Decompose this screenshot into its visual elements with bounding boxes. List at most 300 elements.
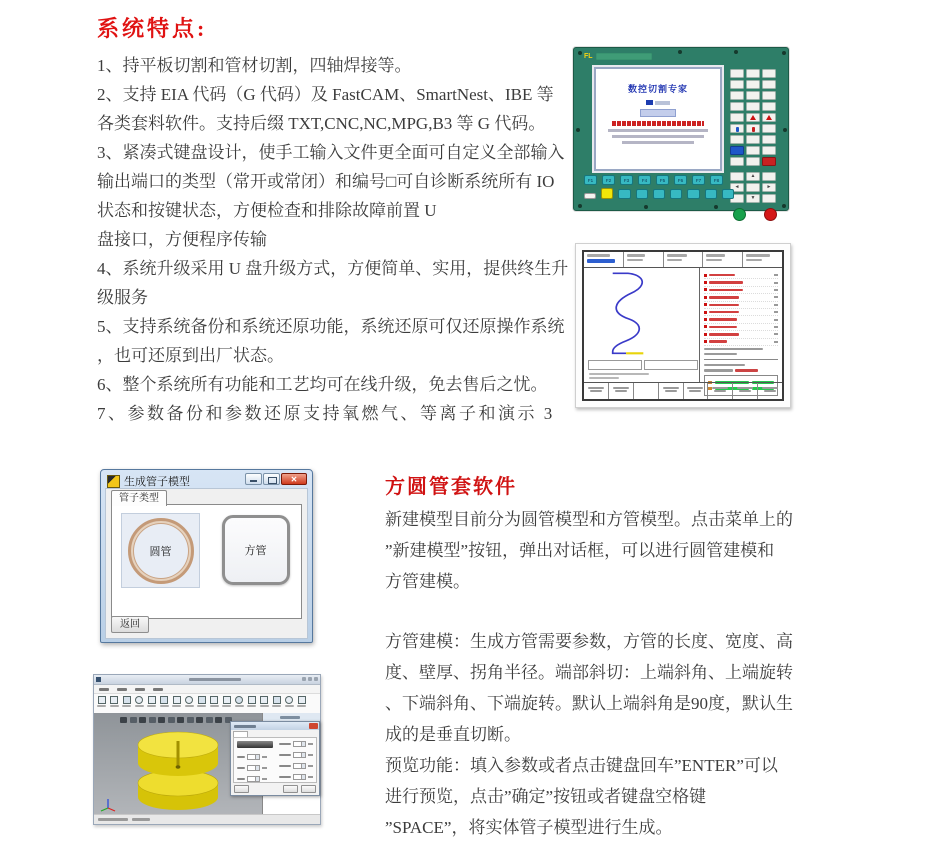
tool-caption-bar xyxy=(160,705,169,707)
keypad-row xyxy=(730,69,780,78)
ok-button[interactable] xyxy=(283,785,298,793)
function-key[interactable]: F6 xyxy=(674,175,687,185)
tool-icon xyxy=(98,696,106,704)
pipe-software-line: ”新建模型”按钮，弹出对话框，可以进行圆管建模和 xyxy=(385,541,775,560)
function-key[interactable]: F1 xyxy=(584,175,597,185)
arrow-key[interactable]: ► xyxy=(762,183,776,192)
cyan-key[interactable] xyxy=(618,189,630,199)
status-text-bar xyxy=(98,818,128,821)
screw-dot xyxy=(783,128,787,132)
tool-caption-bar xyxy=(210,705,219,707)
tool-caption-bar xyxy=(110,705,119,707)
text-bar xyxy=(704,353,737,355)
red-bullet xyxy=(704,281,707,284)
keypad-key[interactable] xyxy=(730,124,744,133)
menu-item[interactable] xyxy=(153,688,163,691)
screw-dot xyxy=(576,128,580,132)
parameter-item xyxy=(704,294,778,301)
panel-title-bar xyxy=(280,716,300,719)
tool-icon xyxy=(110,696,118,704)
text-bar xyxy=(704,364,745,366)
tab-pipe-type[interactable]: 管子类型 xyxy=(111,490,167,506)
title-text-bar xyxy=(189,678,241,681)
view-tool-icon[interactable] xyxy=(158,717,165,723)
toolbar-button[interactable] xyxy=(221,695,232,714)
keypad-key[interactable] xyxy=(762,69,776,78)
axis-triad-icon xyxy=(99,796,117,812)
keypad-key[interactable] xyxy=(762,146,776,155)
tool-caption-bar xyxy=(122,705,131,707)
function-key-bar xyxy=(584,382,782,399)
tool-icon xyxy=(235,696,243,704)
toolbar-button[interactable] xyxy=(134,695,145,714)
unit-bar xyxy=(262,767,267,769)
yellow-key[interactable] xyxy=(601,188,613,199)
function-key[interactable]: F8 xyxy=(710,175,723,185)
toolbar-button[interactable] xyxy=(159,695,170,714)
window-controls xyxy=(245,473,307,485)
parameter-name-bar xyxy=(709,296,739,299)
text-bar xyxy=(704,369,734,371)
keypad-row xyxy=(730,157,780,166)
keypad-key[interactable] xyxy=(730,113,744,122)
function-key[interactable]: F4 xyxy=(638,175,651,185)
parameter-item xyxy=(704,302,778,309)
keypad-key[interactable] xyxy=(730,102,744,111)
view-tool-icon[interactable] xyxy=(206,717,213,723)
keypad-row xyxy=(730,146,780,155)
coordinate-box xyxy=(588,360,642,370)
text-bar xyxy=(735,369,757,371)
fkey-label-bar xyxy=(712,387,728,389)
field-input[interactable] xyxy=(247,754,260,760)
features-heading: 系统特点: xyxy=(97,16,208,41)
keypad-key[interactable] xyxy=(746,157,760,166)
cancel-button[interactable] xyxy=(301,785,316,793)
tool-icon xyxy=(148,696,156,704)
fkey-label-bar xyxy=(663,387,679,389)
pipe-software-heading: 方圆管套软件 xyxy=(385,476,517,498)
function-key-cell[interactable] xyxy=(733,383,758,399)
toolbar-button[interactable] xyxy=(209,695,220,714)
toolbar-button[interactable] xyxy=(259,695,270,714)
red-bullet xyxy=(704,318,707,321)
menu-item[interactable] xyxy=(99,688,109,691)
keypad-row xyxy=(730,80,780,89)
parameter-list xyxy=(704,272,778,346)
pipe-software-line: 新建模型目前分为圆管模型和方管模型。点击菜单上的 xyxy=(385,510,793,529)
feature-line: ，也可还原到出厂状态。 xyxy=(97,346,284,365)
toolbar-button[interactable] xyxy=(184,695,195,714)
toolbar-button[interactable] xyxy=(196,695,207,714)
feature-line: 7、参数备份和参数还原支持氧燃气、等离子和演示 3 xyxy=(97,404,555,423)
pipe-software-line: 进行预览，点击”确定”按钮或者键盘空格键 xyxy=(385,787,707,806)
screen-title: 数控切割专家 xyxy=(627,84,688,94)
view-tool-icon[interactable] xyxy=(177,717,184,723)
tool-caption-bar xyxy=(222,705,231,707)
nav-key[interactable] xyxy=(746,183,760,192)
minimize-icon[interactable] xyxy=(302,677,306,681)
field-input[interactable] xyxy=(293,752,306,758)
view-tool-icon[interactable] xyxy=(196,717,203,723)
coordinate-box xyxy=(644,360,698,370)
field-label-bar xyxy=(237,767,245,769)
tool-icon xyxy=(223,696,231,704)
field-label-bar xyxy=(279,765,291,767)
start-button[interactable] xyxy=(733,208,746,221)
toolbar-button[interactable] xyxy=(96,695,107,714)
keypad-key[interactable] xyxy=(762,157,776,166)
arrow-key[interactable]: ▼ xyxy=(746,194,760,203)
field-input[interactable] xyxy=(247,765,260,771)
brand-logo: FL xyxy=(584,53,593,60)
email-line xyxy=(622,141,694,144)
unit-bar xyxy=(262,778,267,780)
parameter-value-bar xyxy=(774,304,778,306)
tool-icon xyxy=(248,696,256,704)
fkey-label-bar xyxy=(590,390,602,392)
parameter-item xyxy=(704,316,778,323)
field-input[interactable] xyxy=(293,741,306,747)
maximize-icon[interactable] xyxy=(263,473,280,485)
unit-bar xyxy=(308,743,313,745)
field-label-bar xyxy=(237,778,245,780)
red-bullet xyxy=(704,340,707,343)
cyan-key[interactable] xyxy=(705,189,717,199)
pipe-3d-model xyxy=(130,729,226,815)
function-key[interactable]: F3 xyxy=(620,175,633,185)
view-tool-icon[interactable] xyxy=(149,717,156,723)
header-text-bar xyxy=(706,254,725,257)
tool-icon xyxy=(210,696,218,704)
keypad-key[interactable] xyxy=(762,80,776,89)
pipe-type-content xyxy=(111,504,302,619)
divider xyxy=(704,359,778,360)
feature-line: 状态和按键状态，方便检查和排除故障前置 U xyxy=(97,201,437,220)
tool-caption-bar xyxy=(272,705,281,707)
pipe-software-line: 方管建模。 xyxy=(385,572,470,591)
red-bullet xyxy=(704,288,707,291)
menu-item[interactable] xyxy=(117,688,127,691)
view-tool-icon[interactable] xyxy=(215,717,222,723)
parameter-value-bar xyxy=(774,333,778,335)
pipe-software-line: ”SPACE”，将实体管子模型进行生成。 xyxy=(385,818,673,837)
keypad-key[interactable] xyxy=(746,91,760,100)
close-icon[interactable] xyxy=(281,473,307,485)
keypad-key[interactable] xyxy=(762,124,776,133)
parameter-name-bar xyxy=(709,318,737,321)
header-text-bar xyxy=(627,254,645,257)
parameter-name-bar xyxy=(709,333,739,336)
small-key[interactable] xyxy=(584,193,596,199)
fkey-label-bar xyxy=(588,387,604,389)
header-cell xyxy=(624,252,664,267)
fkey-label-bar xyxy=(739,390,751,392)
view-tool-icon[interactable] xyxy=(187,717,194,723)
keypad-row xyxy=(730,135,780,144)
screw-dot xyxy=(578,51,582,55)
keypad-row xyxy=(730,124,780,133)
fkey-label-bar xyxy=(689,390,701,392)
controller-screen xyxy=(594,67,722,171)
parameter-name-bar xyxy=(709,326,737,329)
view-tool-icon[interactable] xyxy=(130,717,137,723)
unit-bar xyxy=(308,776,313,778)
round-pipe-label: 圆管 xyxy=(149,545,172,558)
fkey-label-bar xyxy=(613,387,629,389)
pipe-software-line: 预览功能：填入参数或者点击键盘回车”ENTER”可以 xyxy=(385,756,778,775)
header-cell xyxy=(664,252,704,267)
tool-icon xyxy=(198,696,206,704)
screw-dot xyxy=(714,205,718,209)
selected-value-bar xyxy=(587,259,615,264)
pipe-software-line: 方管建模：生成方管需要参数，方管的长度、宽度、高 xyxy=(385,632,793,651)
parameter-item xyxy=(704,324,778,331)
parameter-value-bar xyxy=(774,341,778,343)
screen-subtitle-bar xyxy=(640,109,676,117)
cyan-key[interactable] xyxy=(670,189,682,199)
header-value-bar xyxy=(667,259,683,262)
feature-line: 盘接口，方便程序传输 xyxy=(97,230,267,249)
header-cell xyxy=(743,252,782,267)
feature-line: 5、支持系统备份和系统还原功能，系统还原可仅还原操作系统 xyxy=(97,317,565,336)
tool-caption-bar xyxy=(260,705,269,707)
unit-bar xyxy=(308,754,313,756)
function-key-cell[interactable] xyxy=(609,383,634,399)
header-value-bar xyxy=(746,259,762,262)
keypad-key[interactable] xyxy=(762,135,776,144)
tool-caption-bar xyxy=(285,705,294,707)
function-key-cell[interactable] xyxy=(758,383,782,399)
parameter-item xyxy=(704,331,778,338)
info-row xyxy=(704,352,778,358)
cyan-key[interactable] xyxy=(636,189,648,199)
field-label-bar xyxy=(279,754,291,756)
pipe-preview-bar xyxy=(237,741,273,748)
pipe-software-line: 、下端斜角、下端旋转。默认上端斜角是90度，默认生 xyxy=(385,694,793,713)
fkey-row xyxy=(584,175,734,185)
dialog-titlebar xyxy=(107,473,190,489)
controller-function-keys xyxy=(584,175,734,199)
parameter-value-bar xyxy=(774,326,778,328)
toolbar-button[interactable] xyxy=(171,695,182,714)
toolbar-button[interactable] xyxy=(146,695,157,714)
parameter-name-bar xyxy=(709,311,739,314)
menu-item[interactable] xyxy=(135,688,145,691)
process-parameter-panel xyxy=(700,268,782,382)
company-name-line xyxy=(612,121,704,126)
screw-dot xyxy=(782,51,786,55)
red-bullet xyxy=(704,274,707,277)
toolbar-button[interactable] xyxy=(296,695,307,714)
brand-name-bar xyxy=(596,53,652,60)
keypad-key[interactable] xyxy=(730,146,744,155)
dialog-titlebar xyxy=(231,722,319,730)
preview-button[interactable] xyxy=(234,785,249,793)
red-bullet xyxy=(704,333,707,336)
toolbar-button[interactable] xyxy=(234,695,245,714)
stop-button[interactable] xyxy=(764,208,777,221)
dialog-title: 生成管子模型 xyxy=(124,476,190,488)
address-line xyxy=(608,129,708,132)
keypad-key[interactable] xyxy=(730,91,744,100)
header-text-bar xyxy=(746,254,770,257)
parameter-name-bar xyxy=(709,289,743,292)
logo-icon xyxy=(646,100,653,105)
phone-line xyxy=(612,135,704,138)
parameter-name-bar xyxy=(709,274,735,277)
tool-caption-bar xyxy=(172,705,181,707)
arrow-key[interactable]: ◄ xyxy=(730,183,744,192)
status-text-bar xyxy=(589,373,649,375)
tool-icon xyxy=(173,696,181,704)
screw-dot xyxy=(578,204,582,208)
keypad-key[interactable] xyxy=(762,102,776,111)
cyan-key[interactable] xyxy=(653,189,665,199)
cad-titlebar xyxy=(94,675,320,685)
keypad-key[interactable] xyxy=(730,135,744,144)
paragraph-gap xyxy=(385,597,865,626)
function-key-cell[interactable] xyxy=(684,383,709,399)
keypad-key[interactable] xyxy=(746,80,760,89)
nav-key[interactable] xyxy=(762,172,776,181)
fkey-label-bar xyxy=(665,390,677,392)
parameter-value-bar xyxy=(774,296,778,298)
parameter-item xyxy=(704,339,778,346)
square-pipe-button[interactable] xyxy=(217,513,294,586)
feature-line: 级服务 xyxy=(97,288,148,307)
text-bar xyxy=(704,348,763,350)
field-input[interactable] xyxy=(247,776,260,782)
feature-line: 2、支持 EIA 代码（G 代码）及 FastCAM、SmartNest、IBE 等 xyxy=(97,85,554,104)
function-key[interactable]: F5 xyxy=(656,175,669,185)
keypad-key[interactable] xyxy=(746,69,760,78)
back-button[interactable]: 返回 xyxy=(111,616,149,633)
nav-key-row xyxy=(730,172,780,181)
parameter-item xyxy=(704,309,778,316)
maximize-icon[interactable] xyxy=(308,677,312,681)
tool-icon xyxy=(273,696,281,704)
keypad-key[interactable] xyxy=(762,91,776,100)
view-tool-icon[interactable] xyxy=(168,717,175,723)
keypad-key[interactable] xyxy=(730,80,744,89)
close-icon[interactable] xyxy=(309,723,318,729)
keypad-key[interactable] xyxy=(746,102,760,111)
tool-caption-bar xyxy=(185,705,194,707)
field-label-bar xyxy=(237,756,245,758)
controller-brand xyxy=(584,53,652,60)
tool-icon xyxy=(285,696,293,704)
status-text-bar xyxy=(132,818,150,821)
parameter-item xyxy=(704,279,778,286)
tool-caption-bar xyxy=(97,705,106,707)
features-text xyxy=(97,51,575,428)
tool-icon xyxy=(160,696,168,704)
keypad-key[interactable] xyxy=(746,113,760,122)
field-input[interactable] xyxy=(293,763,306,769)
pipe-software-para1 xyxy=(385,504,865,597)
toolbar-button[interactable] xyxy=(121,695,132,714)
parameter-value-bar xyxy=(774,282,778,284)
logo-text-bar xyxy=(655,101,670,105)
screen-logo xyxy=(596,100,720,105)
parameter-value-bar xyxy=(774,289,778,291)
menu-bar xyxy=(94,685,320,694)
view-toolbar xyxy=(120,717,232,723)
header-value-bar xyxy=(706,259,722,262)
tool-caption-bar xyxy=(235,705,244,707)
cnc-screen xyxy=(582,250,784,401)
keypad-row xyxy=(730,113,780,122)
toolbar-button[interactable] xyxy=(109,695,120,714)
tool-caption-bar xyxy=(135,705,144,707)
toolbar-button[interactable] xyxy=(246,695,257,714)
keypad-key[interactable] xyxy=(746,146,760,155)
fkey-label-bar xyxy=(687,387,703,389)
unit-bar xyxy=(262,756,267,758)
minimize-icon[interactable] xyxy=(245,473,262,485)
feature-line: 6、整个系统所有功能和工艺均可在线升级，免去售后之忧。 xyxy=(97,375,548,394)
function-key[interactable]: F2 xyxy=(602,175,615,185)
controller-keypad xyxy=(730,69,780,221)
keypad-key[interactable] xyxy=(762,113,776,122)
feature-line: 输出端口的类型（常开或常闭）和编号□可自诊断系统所有 IO xyxy=(97,172,555,191)
cyan-key[interactable] xyxy=(722,189,734,199)
keypad-key[interactable] xyxy=(730,157,744,166)
pipe-model-dialog xyxy=(100,469,313,643)
unit-bar xyxy=(308,765,313,767)
screw-dot xyxy=(782,204,786,208)
field-input[interactable] xyxy=(293,774,306,780)
pipe-software-section xyxy=(385,470,865,843)
function-key-cell[interactable] xyxy=(634,383,659,399)
arrow-key[interactable]: ▲ xyxy=(746,172,760,181)
close-icon[interactable] xyxy=(314,677,318,681)
app-icon xyxy=(96,677,101,682)
view-tool-icon[interactable] xyxy=(139,717,146,723)
pipe-cad-screenshot xyxy=(93,674,321,825)
round-pipe-button[interactable] xyxy=(121,513,200,588)
features-section xyxy=(97,12,575,428)
cyan-key[interactable] xyxy=(687,189,699,199)
view-tool-icon[interactable] xyxy=(120,717,127,723)
tool-caption-bar xyxy=(147,705,156,707)
keypad-key[interactable] xyxy=(730,69,744,78)
parameter-name-bar xyxy=(709,281,743,284)
screw-dot xyxy=(734,50,738,54)
header-text-bar xyxy=(587,254,610,257)
status-bar xyxy=(94,814,320,824)
nav-key[interactable] xyxy=(762,194,776,203)
tool-icon xyxy=(123,696,131,704)
cnc-main-area xyxy=(584,268,782,382)
fkey-label-bar xyxy=(714,390,726,392)
pipe-software-line: 度、壁厚、拐角半径。端部斜切：上端斜角、上端旋转 xyxy=(385,663,793,682)
nav-key-row xyxy=(730,183,780,192)
toolbar-button[interactable] xyxy=(284,695,295,714)
parameter-item xyxy=(704,272,778,279)
function-key-cell[interactable] xyxy=(584,383,609,399)
toolbar-button[interactable] xyxy=(271,695,282,714)
keypad-key[interactable] xyxy=(746,124,760,133)
parameter-name-bar xyxy=(709,304,739,307)
function-key-cell[interactable] xyxy=(708,383,733,399)
function-key-cell[interactable] xyxy=(659,383,684,399)
fkey-label-bar xyxy=(737,387,753,389)
keypad-key[interactable] xyxy=(746,135,760,144)
fkey-label-bar xyxy=(762,387,778,389)
function-key[interactable]: F7 xyxy=(692,175,705,185)
